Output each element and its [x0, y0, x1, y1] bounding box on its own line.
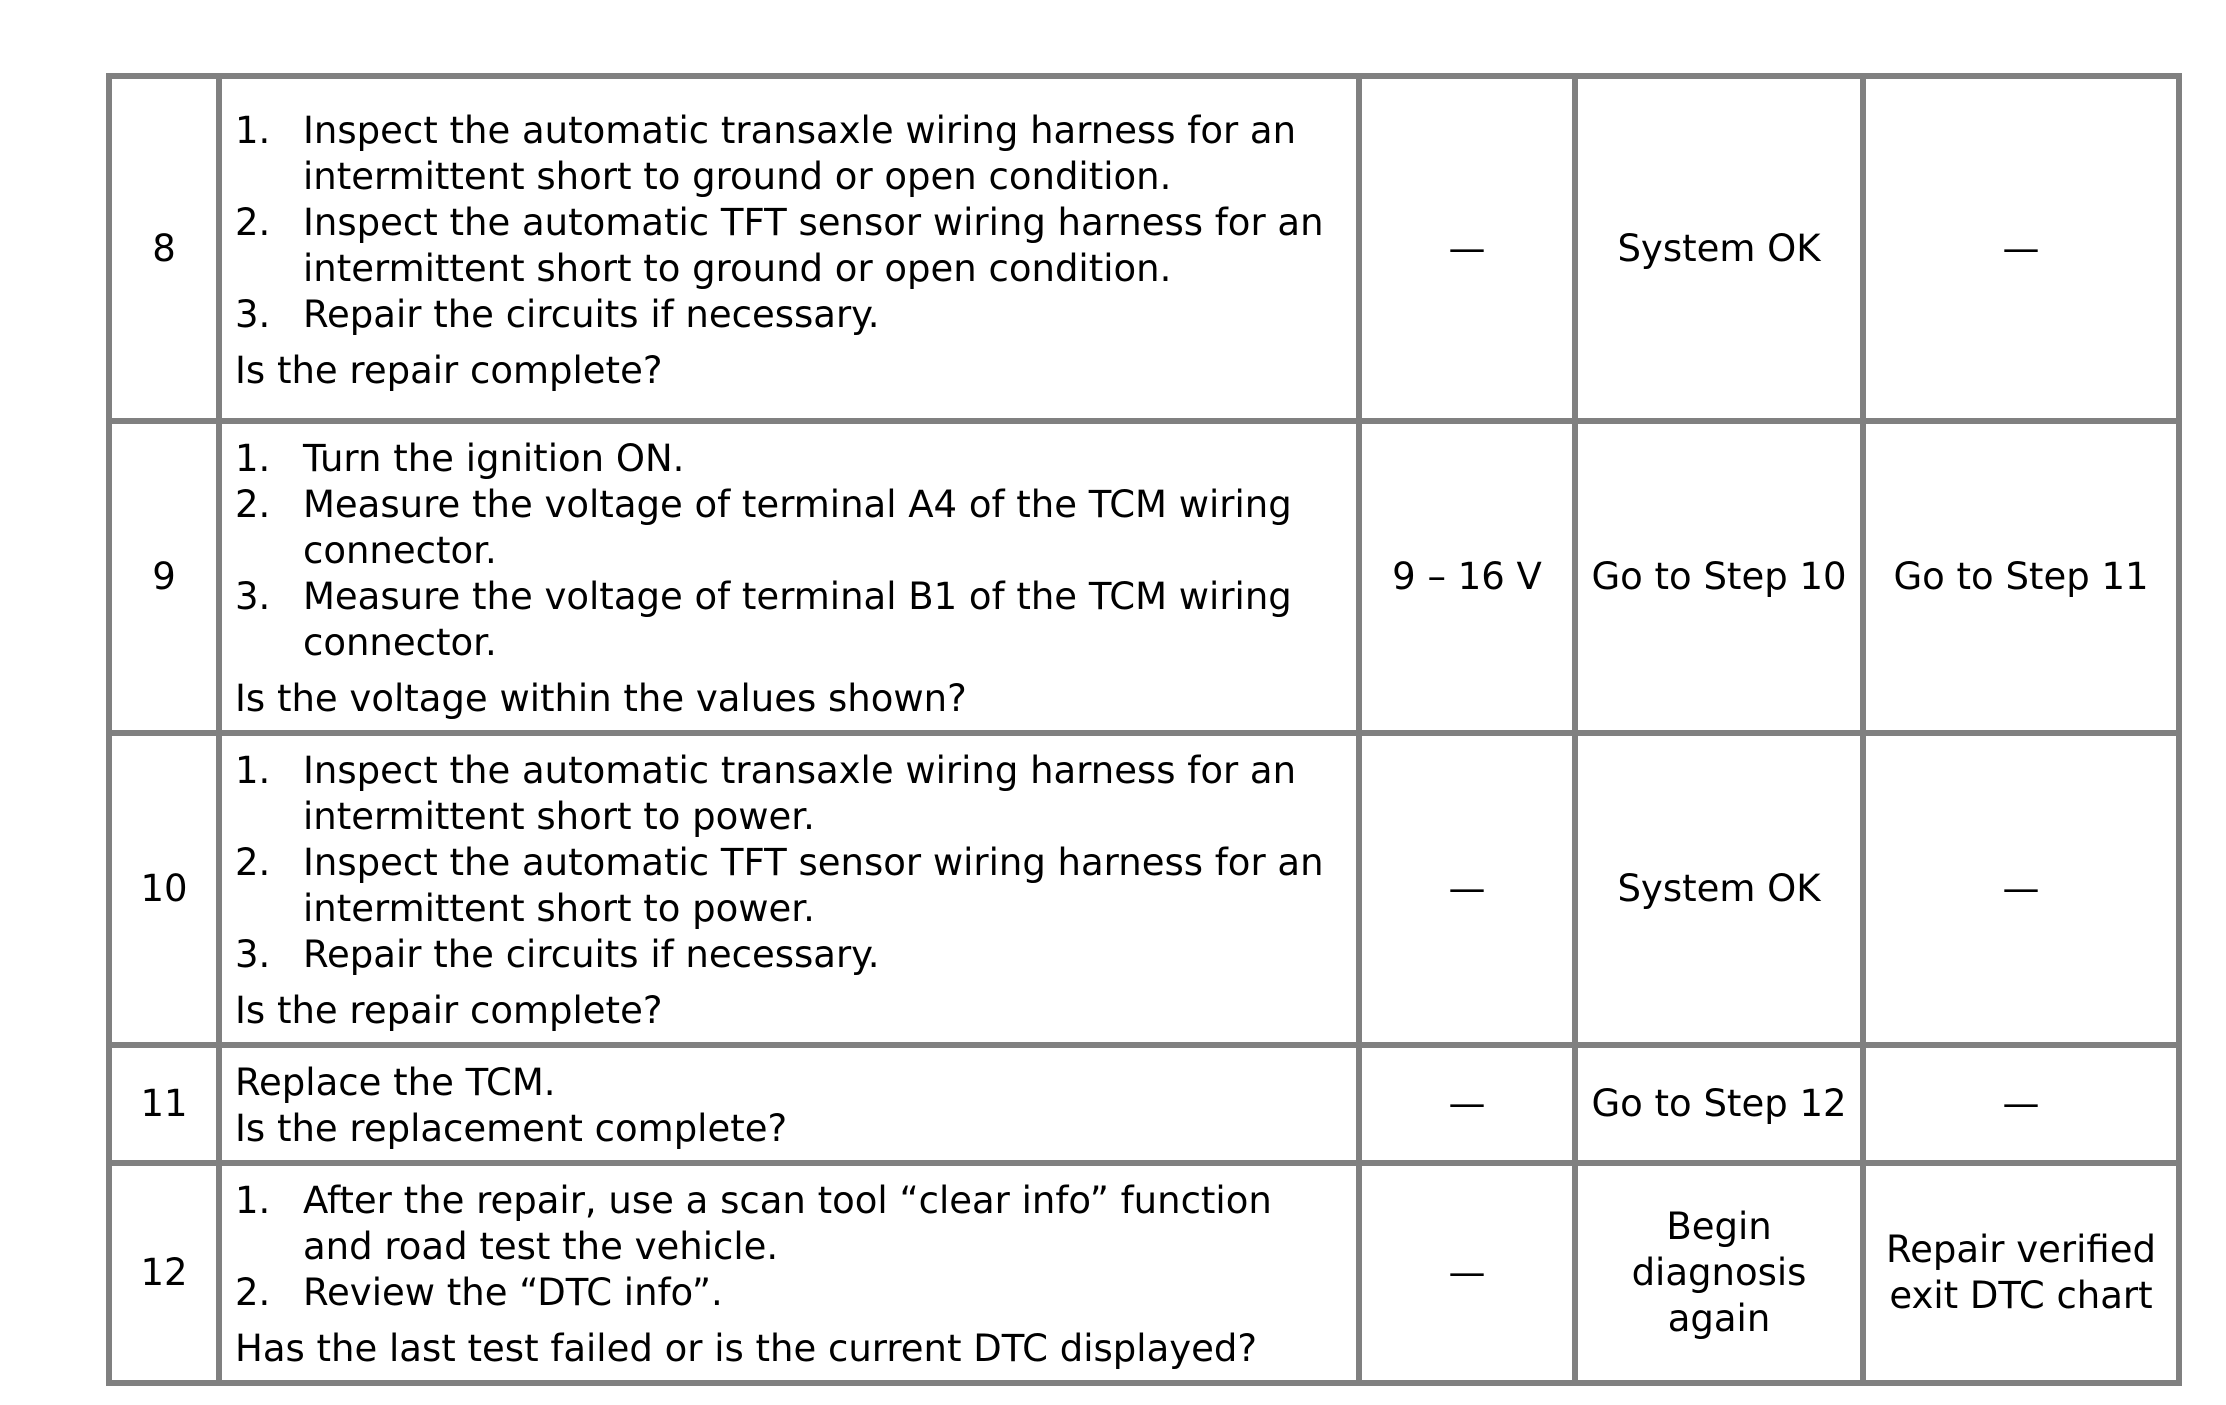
- table-row-step-11: [109, 1045, 2179, 1163]
- step-number: 10: [109, 733, 219, 1045]
- yes-cell: System OK: [1575, 733, 1863, 1045]
- item-number: 1.: [235, 749, 271, 792]
- action-text: Replace the TCM.: [235, 1061, 556, 1104]
- action-item: [235, 840, 1346, 932]
- item-number: 1.: [235, 108, 271, 152]
- step-number: 11: [109, 1045, 219, 1163]
- question-text: Is the repair complete?: [235, 989, 663, 1032]
- yes-cell: Go to Step 12: [1575, 1045, 1863, 1163]
- action-cell: [219, 76, 1359, 421]
- item-text: Measure the voltage of terminal A4 of the TCM wiring connector.: [303, 483, 1292, 572]
- item-text: Repair the circuits if necessary.: [303, 933, 880, 976]
- step-number: 9: [109, 421, 219, 733]
- table-row-step-10: [109, 733, 2179, 1045]
- item-number: 3.: [235, 292, 271, 336]
- question-text: Is the repair complete?: [235, 348, 663, 392]
- value-cell: —: [1359, 76, 1575, 421]
- yes-cell: Begin diagnosis again: [1575, 1163, 1863, 1383]
- item-text: Measure the voltage of terminal B1 of the TCM wiring connector.: [303, 575, 1292, 664]
- action-item: [235, 108, 1346, 200]
- action-item: [235, 436, 1346, 482]
- value-cell: 9 – 16 V: [1359, 421, 1575, 733]
- question-text: Is the voltage within the values shown?: [235, 677, 967, 720]
- question-text: Has the last test failed or is the current DTC displayed?: [235, 1327, 1258, 1370]
- no-cell: Repair verified exit DTC chart: [1863, 1163, 2179, 1383]
- yes-cell: System OK: [1575, 76, 1863, 421]
- action-item: [235, 748, 1346, 840]
- action-cell: [219, 421, 1359, 733]
- item-text: After the repair, use a scan tool “clear info” function and road test the vehicle.: [303, 1179, 1272, 1268]
- action-item: [235, 932, 1346, 978]
- item-number: 3.: [235, 575, 271, 618]
- item-number: 1.: [235, 1179, 271, 1222]
- action-item: [235, 1270, 1346, 1316]
- action-cell: [219, 1045, 1359, 1163]
- item-text: Turn the ignition ON.: [303, 437, 685, 480]
- item-number: 2.: [235, 841, 271, 884]
- no-cell: —: [1863, 1045, 2179, 1163]
- value-cell: —: [1359, 1045, 1575, 1163]
- action-cell: [219, 1163, 1359, 1383]
- item-number: 1.: [235, 437, 271, 480]
- item-text: Review the “DTC info”.: [303, 1271, 723, 1314]
- diagnostic-table: [106, 73, 2182, 1386]
- item-text: Inspect the automatic TFT sensor wiring harness for an intermittent short to ground or open condition.: [303, 200, 1324, 290]
- action-item: [235, 200, 1346, 292]
- item-text: Inspect the automatic TFT sensor wiring harness for an intermittent short to power.: [303, 841, 1324, 930]
- no-cell: —: [1863, 733, 2179, 1045]
- question-text: Is the replacement complete?: [235, 1107, 788, 1150]
- action-item: [235, 482, 1346, 574]
- action-item: [235, 1178, 1346, 1270]
- item-text: Inspect the automatic transaxle wiring harness for an intermittent short to ground or open condition.: [303, 108, 1297, 198]
- action-cell: [219, 733, 1359, 1045]
- action-item: [235, 574, 1346, 666]
- item-number: 3.: [235, 933, 271, 976]
- no-cell: —: [1863, 76, 2179, 421]
- table-row-step-12: [109, 1163, 2179, 1383]
- item-number: 2.: [235, 200, 271, 244]
- step-number: 12: [109, 1163, 219, 1383]
- item-number: 2.: [235, 483, 271, 526]
- item-number: 2.: [235, 1271, 271, 1314]
- action-item: [235, 292, 1346, 338]
- step-number: 8: [109, 76, 219, 421]
- item-text: Repair the circuits if necessary.: [303, 292, 880, 336]
- value-cell: —: [1359, 733, 1575, 1045]
- table-row-step-8: [109, 76, 2179, 421]
- no-cell: Go to Step 11: [1863, 421, 2179, 733]
- item-text: Inspect the automatic transaxle wiring harness for an intermittent short to power.: [303, 749, 1297, 838]
- table-row-step-9: [109, 421, 2179, 733]
- value-cell: —: [1359, 1163, 1575, 1383]
- yes-cell: Go to Step 10: [1575, 421, 1863, 733]
